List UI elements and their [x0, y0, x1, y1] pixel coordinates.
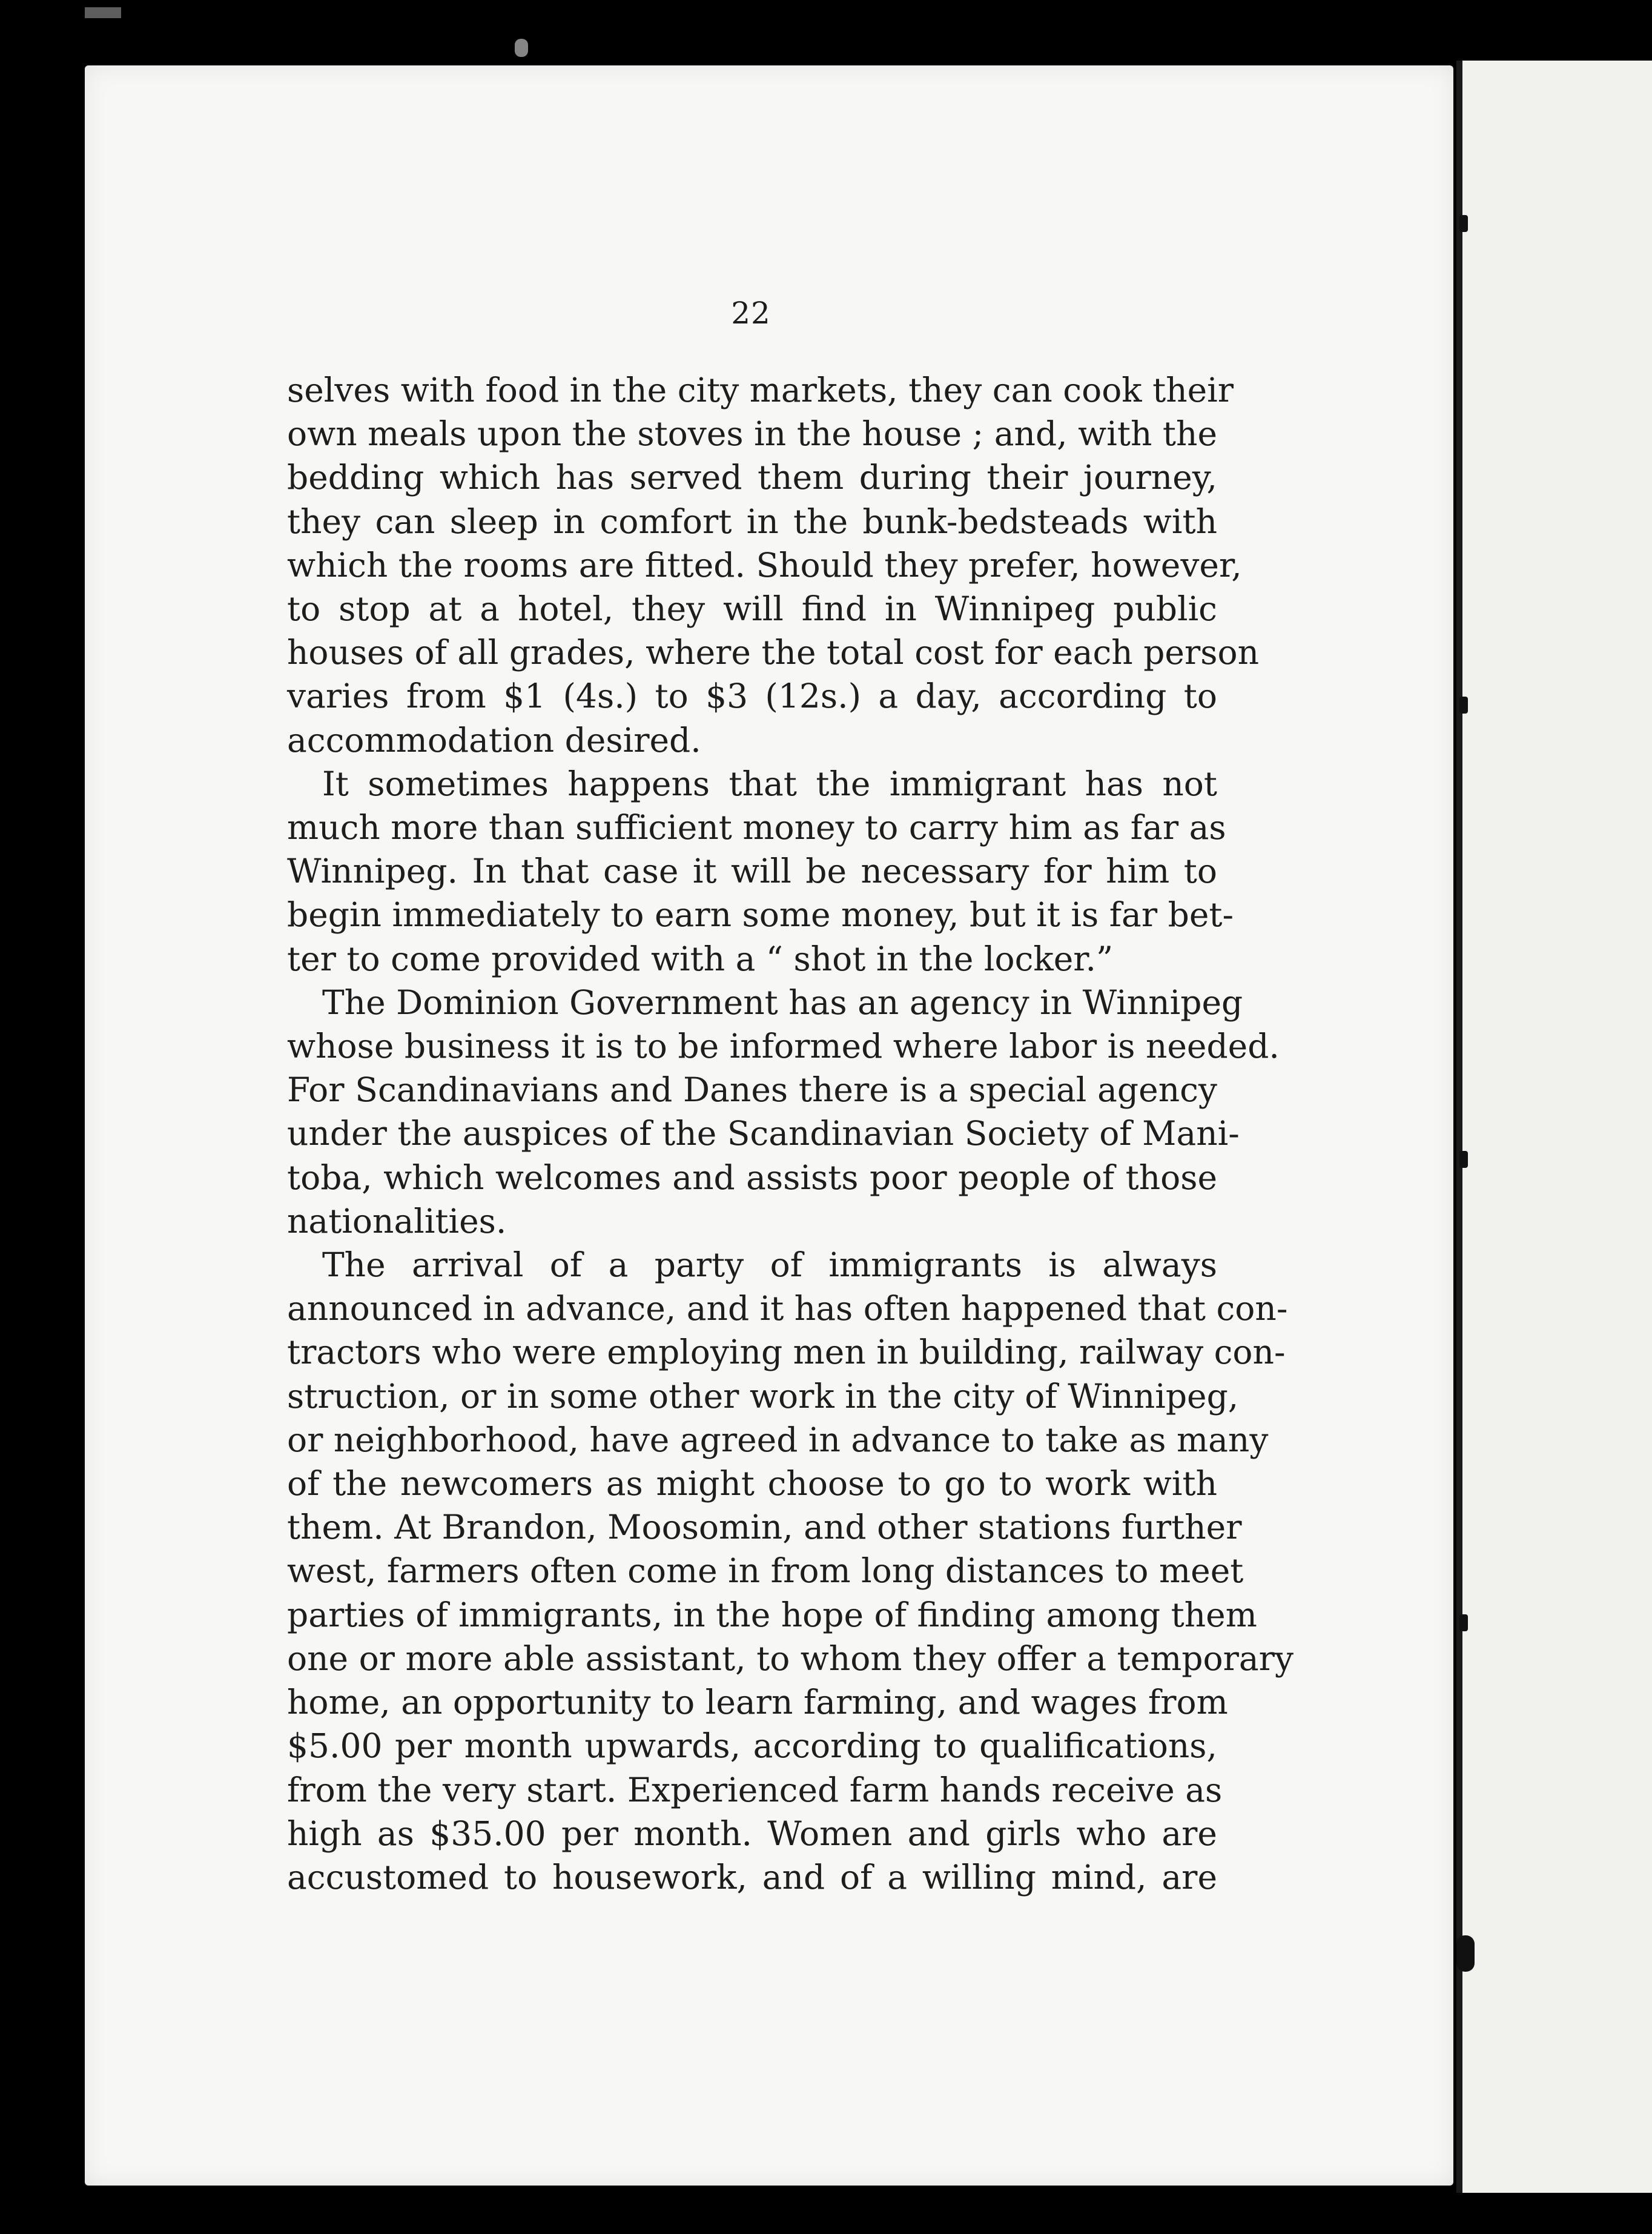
text-line: nationalities.: [287, 1201, 507, 1241]
text-line: to stop at a hotel, they will find in Winnipeg public: [287, 589, 1217, 629]
text-line: home, an opportunity to learn farming, and wages from: [287, 1683, 1228, 1722]
scan-artifact: [85, 7, 121, 18]
binding-stitch: [1459, 697, 1468, 714]
page-number: 22: [731, 296, 771, 331]
facing-page-edge: [1456, 61, 1652, 2193]
text-line: from the very start. Experienced farm hands receive as: [287, 1770, 1223, 1809]
text-line: west, farmers often come in from long distances to meet: [287, 1551, 1244, 1591]
text-line: selves with food in the city markets, they can cook their: [287, 371, 1234, 409]
text-line: or neighborhood, have agreed in advance to take as many: [287, 1420, 1269, 1459]
text-line: houses of all grades, where the total cost for each person: [287, 633, 1260, 672]
text-line: bedding which has served them during their journey,: [287, 458, 1217, 497]
binding-stitch: [1459, 215, 1468, 232]
text-line: much more than sufficient money to carry him as far as: [287, 808, 1226, 847]
text-line: accustomed to housework, and of a willing mind, are: [287, 1857, 1217, 1897]
text-line: parties of immigrants, in the hope of finding among them: [287, 1595, 1257, 1634]
text-line: $5.00 per month upwards, according to qualifications,: [287, 1726, 1217, 1766]
text-line: whose business it is to be informed where labor is needed.: [287, 1027, 1280, 1066]
text-line: own meals upon the stoves in the house ; and, with the: [287, 414, 1217, 454]
text-line: they can sleep in comfort in the bunk-bedsteads with: [287, 502, 1217, 541]
text-line: varies from $1 (4s.) to $3 (12s.) a day, according to: [287, 677, 1217, 716]
binding-stitch: [1459, 1151, 1468, 1168]
text-line: them. At Brandon, Moosomin, and other stations further: [287, 1508, 1242, 1547]
text-line: tractors who were employing men in building, railway con-: [287, 1333, 1286, 1372]
text-line: toba, which welcomes and assists poor people of those: [287, 1158, 1217, 1197]
text-line: struction, or in some other work in the city of Winnipeg,: [287, 1376, 1239, 1416]
text-line: Winnipeg. In that case it will be necessary for him to: [287, 852, 1217, 891]
text-line: of the newcomers as might choose to go to work with: [287, 1464, 1217, 1503]
scan-artifact: [515, 39, 528, 57]
text-line: which the rooms are fitted. Should they prefer, however,: [287, 545, 1242, 585]
body-text: [287, 368, 1294, 1899]
text-line: begin immediately to earn some money, but it is far bet-: [287, 895, 1234, 935]
text-line: one or more able assistant, to whom they offer a temporary: [287, 1639, 1294, 1678]
text-line: For Scandinavians and Danes there is a special agency: [287, 1070, 1217, 1110]
binding-stitch: [1456, 1935, 1475, 1972]
text-line: ter to come provided with a “ shot in the locker.”: [287, 939, 1114, 978]
text-line: It sometimes happens that the immigrant has not: [322, 764, 1217, 803]
text-line: under the auspices of the Scandinavian Society of Mani-: [287, 1114, 1240, 1153]
text-line: The arrival of a party of immigrants is always: [322, 1245, 1217, 1285]
text-line: high as $35.00 per month. Women and girls who are: [287, 1814, 1217, 1853]
text-line: The Dominion Government has an agency in Winnipeg: [322, 983, 1243, 1022]
binding-stitch: [1459, 1614, 1468, 1631]
text-line: announced in advance, and it has often happened that con-: [287, 1289, 1288, 1328]
text-line: accommodation desired.: [287, 720, 701, 760]
